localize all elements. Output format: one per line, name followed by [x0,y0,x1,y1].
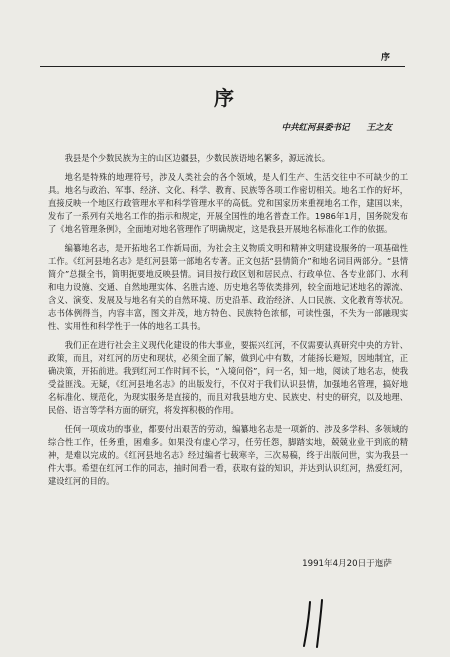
preface-body [48,152,408,494]
page-folio [296,598,336,650]
paragraph: 任何一项成功的事业，都要付出艰苦的劳动，编纂地名志是一项新的、涉及多学科、多领域的综合性工作，任务重，困难多。如果没有虚心学习，任劳任怨，脚踏实地，兢兢业业干到底的精神，是难以完成的。《红河县地名志》经过编者七载寒辛，三次易稿，终于出版问世，实为我县一件大事。希望在红河工作的同志，抽时间看一看，获取有益的知识，并达到认识红河，热爱红河，建设红河的目的。 [48,424,408,486]
running-head: 序 [380,53,390,63]
paragraph: 我们正在进行社会主义现代化建设的伟大事业，要振兴红河，不仅需要认真研究中央的方针、政策，而且，对红河的历史和现状，必须全面了解，做到心中有数，才能扬长避短，因地制宜，正确决策，开拓前进。我到红河工作时间不长，“入境问俗”，问一名，知一地，阅读了地名志，使我受益匪浅。无疑，《红河县地名志》的出版发行，不仅对于我们认识县情，加强地名管理，搞好地名标准化、规范化，为现实服务是直接的，而且对我县地方史、民族史、村史的研究，以及地理、民俗、语言等学科方面的研究，将发挥积极的作用。 [48,340,408,415]
signature-date: 1991年4月20日于迤萨 [302,559,392,569]
page-title: 序 [214,86,236,110]
paragraph: 地名是特殊的地理符号，涉及人类社会的各个领域，是人们生产、生活交往中不可缺少的工具。地名与政治、军事、经济、文化、科学、教育、民族等各项工作密切相关。地名工作的好坏，直接反映一个地区行政管理水平和科学管理水平的高低。党和国家历来重视地名工作，建国以来，发布了一系列有关地名工作的指示和规定，开展全国性的地名普查工作。1986年1月，国务院发布了《地名管理条例》，全面地对地名管理作了明确规定，这是我县开展地名标准化工作的依据。 [48,172,408,234]
paragraph: 编纂地名志，是开拓地名工作新局面，为社会主义物质文明和精神文明建设服务的一项基础性工作。《红河县地名志》是红河县第一部地名专著。正文包括“县情简介”和地名词目两部分。“县情简介”总摄全书，简明扼要地反映县情。词目按行政区划和居民点、行政单位、各专业部门、水利和电力设施、交通、自然地理实体、名胜古迹、历史地名等依类排列，较全面地记述地名的源流、含义、演变、发展及与地名有关的自然环境、历史沿革、政治经济、人口民族、文化教育等状况。志书体例得当，内容丰富，图文并茂，地方特色、民族特色浓郁，可读性强，不失为一部融现实性、实用性和科学性于一体的地名工具书。 [48,243,408,331]
byline [268,121,393,133]
header-rule [40,66,405,67]
handwritten-folio-mark [296,598,336,650]
author-name: 王之友 [366,123,392,133]
author-role: 中共红河县委书记 [281,123,350,133]
paragraph: 我县是个少数民族为主的山区边疆县，少数民族语地名繁多，源远流长。 [64,153,331,163]
